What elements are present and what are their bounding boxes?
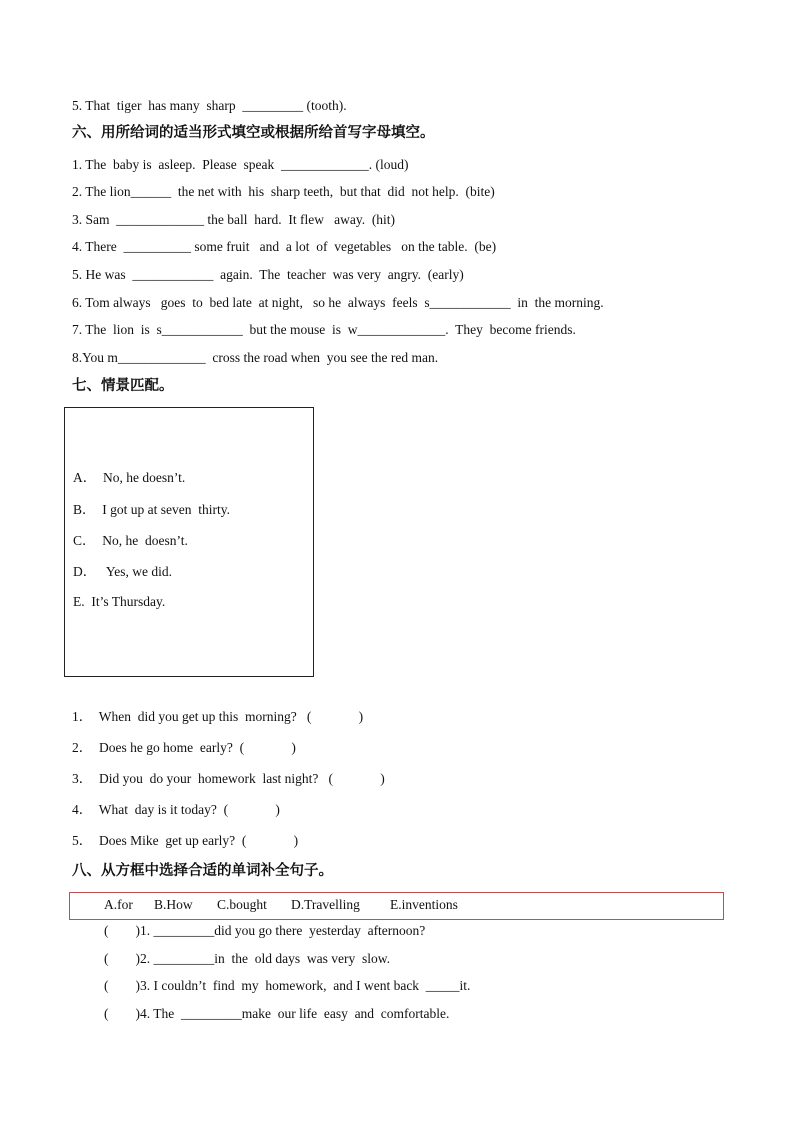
section6-item-6: 6. Tom always goes to bed late at night, so he always feels s____________ in the morning. [72, 295, 604, 310]
word-bank-a: A.for [104, 897, 133, 912]
section6-heading: 六、用所给词的适当形式填空或根据所给首写字母填空。 [72, 125, 435, 141]
section7-question-2: 2． Does he go home early? ( ) [72, 740, 296, 755]
section7-question-1: 1． When did you get up this morning? ( ) [72, 709, 364, 724]
section5-item-5: 5. That tiger has many sharp _________ (tooth). [72, 98, 347, 113]
section7-question-4: 4． What day is it today? ( ) [72, 802, 280, 817]
word-bank-b: B.How [154, 897, 193, 912]
section6-item-7: 7. The lion is s____________ but the mouse is w_____________. They become friends. [72, 322, 576, 337]
section6-item-2: 2. The lion______ the net with his sharp teeth, but that did not help. (bite) [72, 184, 495, 199]
word-bank-c: C.bought [217, 897, 267, 912]
word-bank-d: D.Travelling [291, 897, 360, 912]
section8-item-4: ( )4. The _________make our life easy and comfortable. [104, 1006, 450, 1021]
section6-item-5: 5. He was ____________ again. The teacher was very angry. (early) [72, 267, 464, 282]
section8-item-3: ( )3. I couldn’t find my homework, and I went back _____it. [104, 978, 471, 993]
option-d: D． Yes, we did. [73, 564, 173, 579]
option-a: A． No, he doesn’t. [73, 470, 186, 485]
section6-item-1: 1. The baby is asleep. Please speak _____________. (loud) [72, 157, 409, 172]
section7-question-5: 5． Does Mike get up early? ( ) [72, 833, 299, 848]
section8-heading: 八、从方框中选择合适的单词补全句子。 [72, 863, 333, 879]
section8-item-1: ( )1. _________did you go there yesterday afternoon? [104, 923, 426, 938]
answer-options-box [64, 407, 314, 677]
option-e: E. It’s Thursday. [73, 594, 166, 609]
section7-question-3: 3． Did you do your homework last night? ( ) [72, 771, 385, 786]
section6-item-4: 4. There __________ some fruit and a lot of vegetables on the table. (be) [72, 239, 497, 254]
section6-item-8: 8.You m_____________ cross the road when you see the red man. [72, 350, 439, 365]
option-b: B． I got up at seven thirty. [73, 502, 230, 517]
option-c: C． No, he doesn’t. [73, 533, 188, 548]
section6-item-3: 3. Sam _____________ the ball hard. It flew away. (hit) [72, 212, 396, 227]
section8-item-2: ( )2. _________in the old days was very slow. [104, 951, 390, 966]
word-bank-box [69, 892, 724, 920]
section7-heading: 七、情景匹配。 [72, 378, 174, 394]
word-bank-e: E.inventions [390, 897, 458, 912]
